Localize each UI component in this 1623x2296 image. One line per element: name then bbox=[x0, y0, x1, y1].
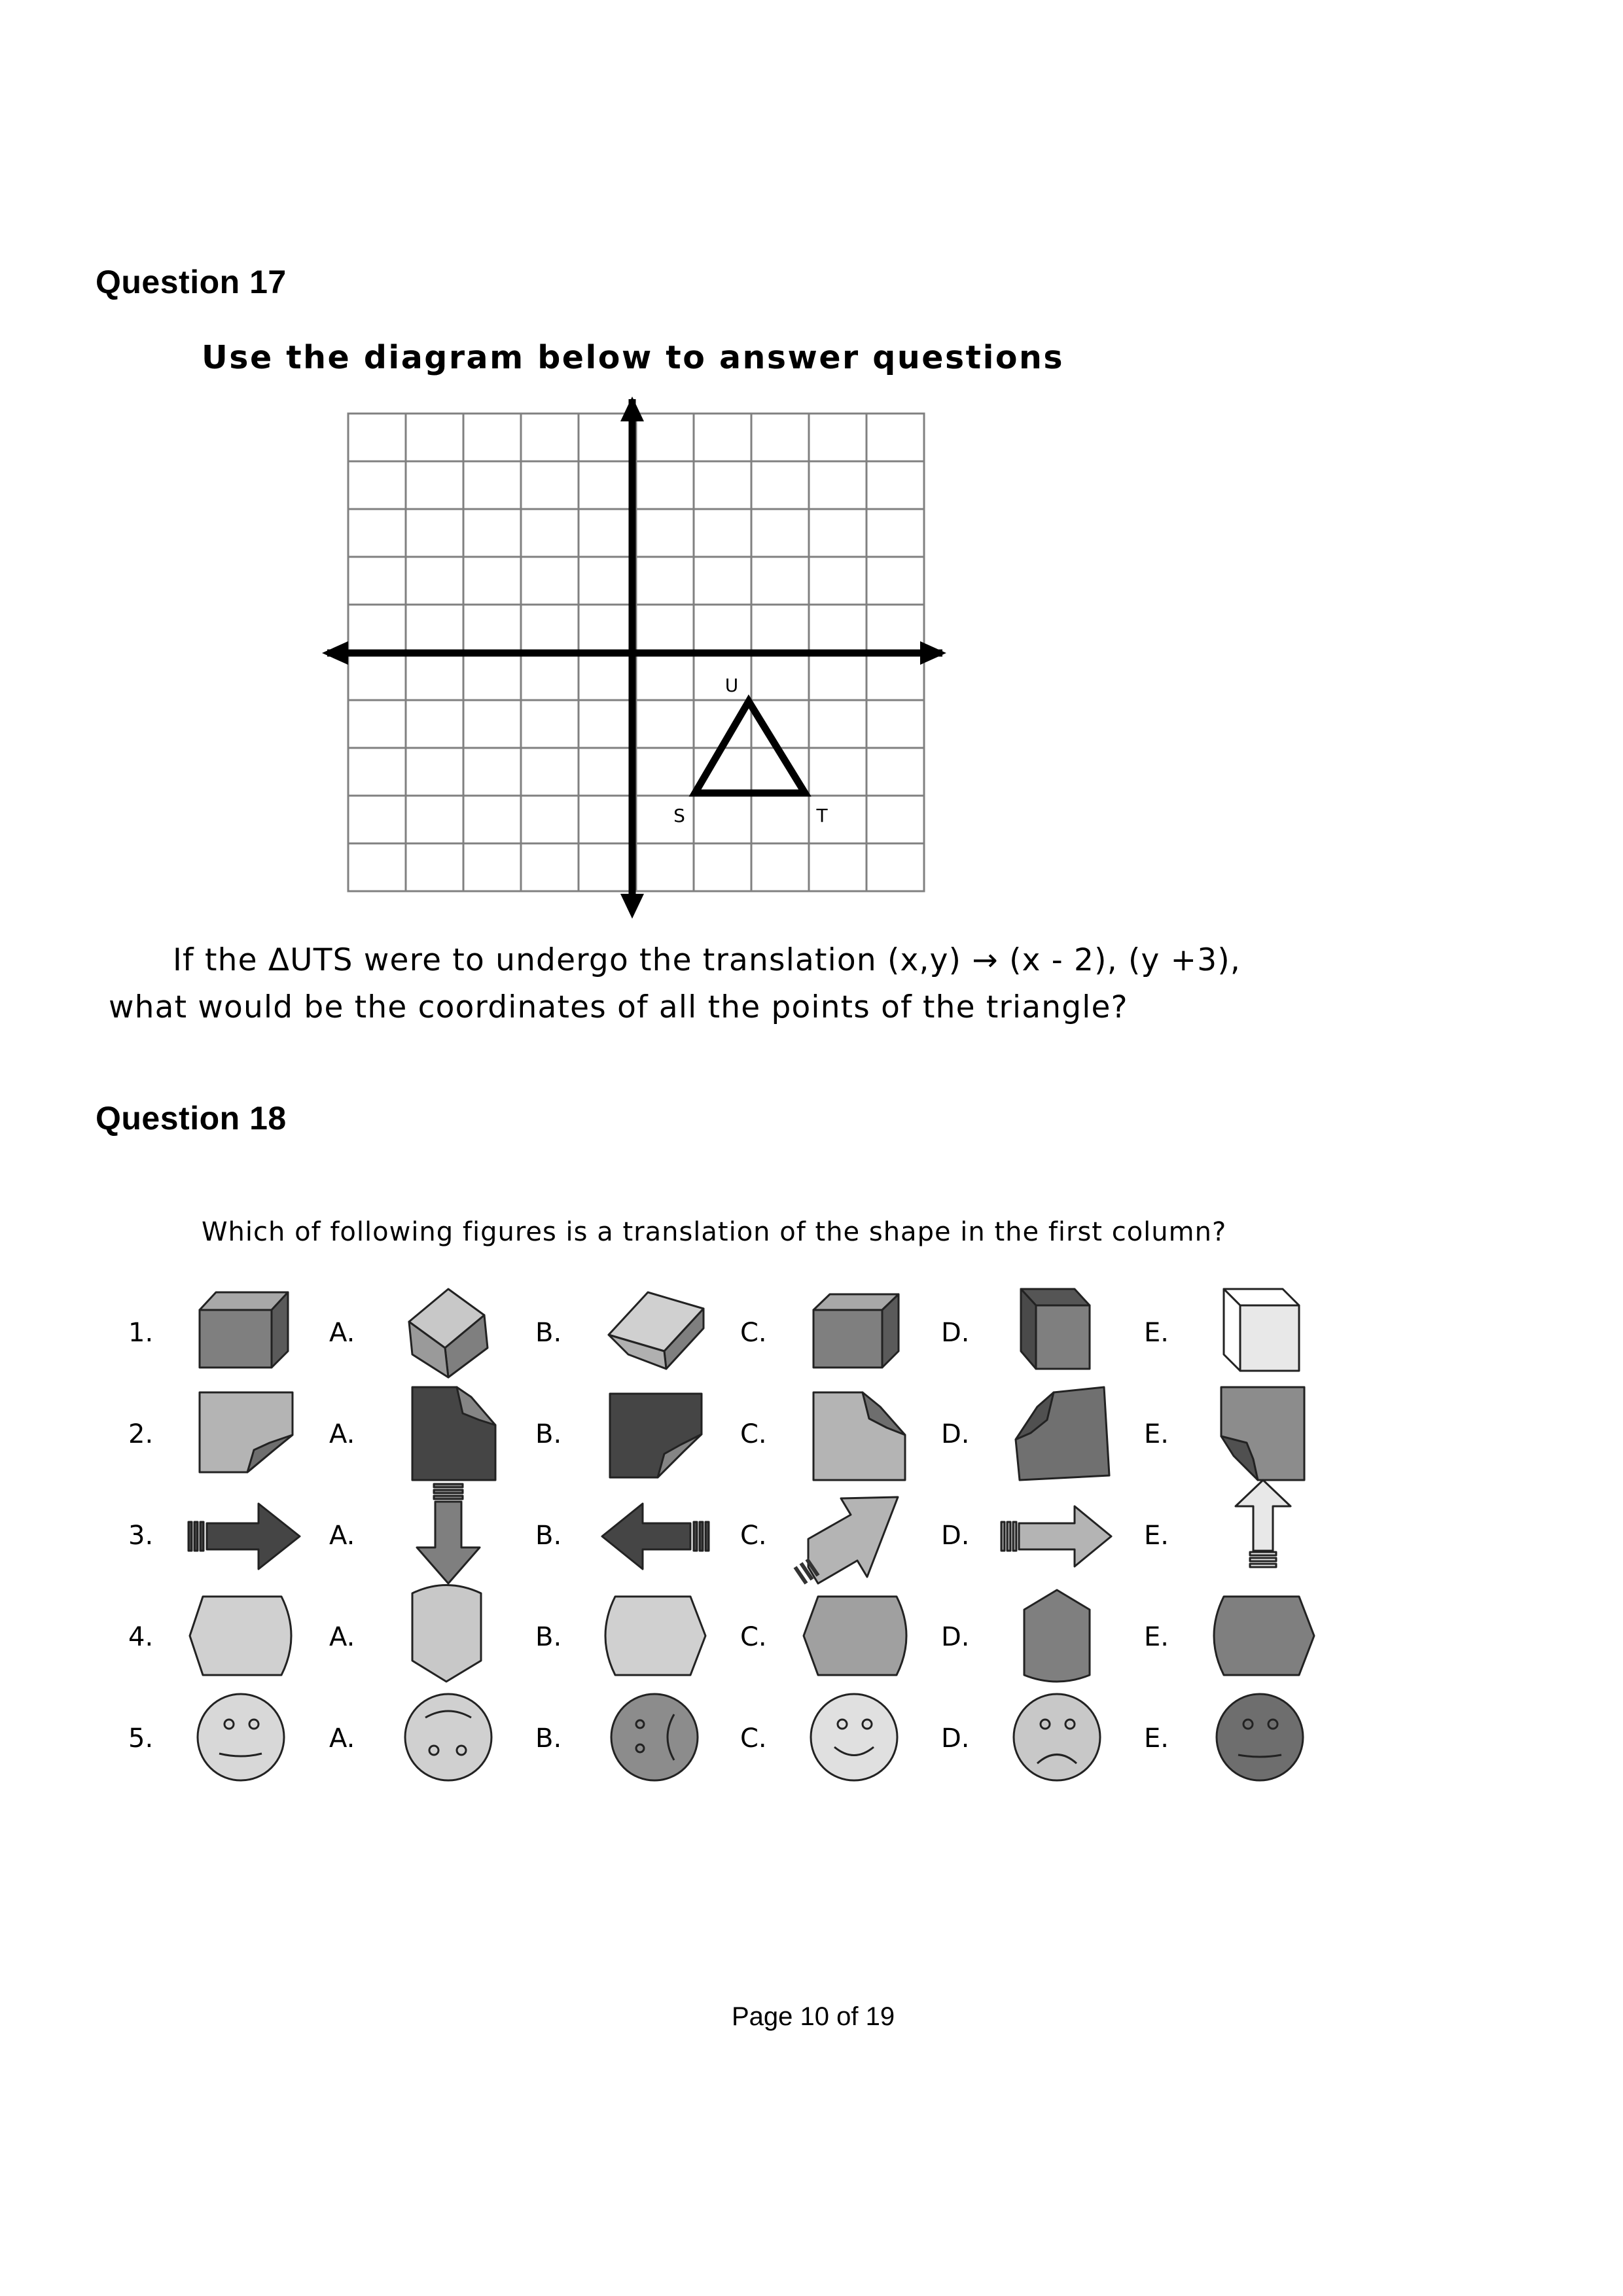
hexagon-option-d bbox=[1024, 1590, 1090, 1682]
face-option-d bbox=[1014, 1694, 1100, 1780]
arrow-option-c bbox=[795, 1497, 898, 1583]
page-original bbox=[200, 1392, 293, 1472]
hexagon-option-b bbox=[605, 1597, 705, 1675]
row-number-5: 5. bbox=[128, 1723, 154, 1754]
row-number-1: 1. bbox=[128, 1318, 154, 1348]
option-label-b: B. bbox=[535, 1723, 562, 1754]
option-label-c: C. bbox=[740, 1723, 767, 1754]
option-label-a: A. bbox=[329, 1419, 355, 1449]
option-label-c: C. bbox=[740, 1318, 767, 1348]
option-label-a: A. bbox=[329, 1521, 355, 1551]
row-number-3: 3. bbox=[128, 1521, 154, 1551]
option-label-b: B. bbox=[535, 1622, 562, 1652]
option-label-b: B. bbox=[535, 1318, 562, 1348]
option-label-d: D. bbox=[941, 1419, 970, 1449]
face-option-b bbox=[611, 1694, 698, 1780]
question-18-prompt: Which of following figures is a translation of the shape in the first column? bbox=[202, 1217, 1227, 1247]
option-label-e: E. bbox=[1144, 1318, 1169, 1348]
cube-option-e bbox=[1224, 1289, 1299, 1371]
option-label-c: C. bbox=[740, 1521, 767, 1551]
option-label-c: C. bbox=[740, 1419, 767, 1449]
hexagon-original bbox=[190, 1597, 291, 1675]
option-label-d: D. bbox=[941, 1622, 970, 1652]
face-option-a bbox=[405, 1694, 491, 1780]
option-label-e: E. bbox=[1144, 1622, 1169, 1652]
arrow-option-d bbox=[1001, 1506, 1111, 1566]
option-label-e: E. bbox=[1144, 1723, 1169, 1754]
option-label-e: E. bbox=[1144, 1521, 1169, 1551]
option-label-d: D. bbox=[941, 1723, 970, 1754]
cube-original bbox=[200, 1292, 288, 1368]
arrow-option-a bbox=[417, 1484, 480, 1583]
arrow-option-e bbox=[1236, 1480, 1291, 1567]
page-option-a bbox=[412, 1387, 495, 1480]
cube-option-d bbox=[1021, 1289, 1090, 1369]
option-label-e: E. bbox=[1144, 1419, 1169, 1449]
question-17-text-line2: what would be the coordinates of all the points of the triangle? bbox=[109, 989, 1128, 1025]
option-label-d: D. bbox=[941, 1318, 970, 1348]
diagram-title: Use the diagram below to answer questions bbox=[202, 339, 1065, 376]
option-label-a: A. bbox=[329, 1622, 355, 1652]
page-option-b bbox=[610, 1394, 702, 1477]
face-original bbox=[198, 1694, 284, 1780]
face-option-e bbox=[1217, 1694, 1303, 1780]
cube-option-b bbox=[609, 1292, 704, 1369]
hexagon-option-c bbox=[804, 1597, 906, 1675]
cube-option-c bbox=[813, 1294, 899, 1368]
face-option-c bbox=[811, 1694, 897, 1780]
page-option-d bbox=[1016, 1387, 1109, 1480]
option-label-b: B. bbox=[535, 1419, 562, 1449]
label-u: U bbox=[724, 675, 739, 696]
option-label-d: D. bbox=[941, 1521, 970, 1551]
option-label-c: C. bbox=[740, 1622, 767, 1652]
cube-option-a bbox=[409, 1289, 488, 1377]
row-number-4: 4. bbox=[128, 1622, 154, 1652]
option-label-a: A. bbox=[329, 1723, 355, 1754]
row-number-2: 2. bbox=[128, 1419, 154, 1449]
hexagon-option-a bbox=[412, 1585, 481, 1682]
arrow-option-b bbox=[602, 1504, 709, 1569]
option-label-b: B. bbox=[535, 1521, 562, 1551]
option-label-a: A. bbox=[329, 1318, 355, 1348]
arrow-original bbox=[188, 1504, 300, 1569]
page-number: Page 10 of 19 bbox=[732, 2002, 895, 2031]
question-18-heading: Question 18 bbox=[96, 1100, 287, 1137]
label-s: S bbox=[673, 805, 685, 826]
axes bbox=[327, 399, 942, 910]
page-option-e bbox=[1221, 1387, 1304, 1480]
page-option-c bbox=[813, 1392, 905, 1480]
translation-shapes-grid bbox=[0, 1269, 1623, 1793]
coordinate-grid-diagram bbox=[321, 393, 949, 923]
question-17-text-line1: If the ΔUTS were to undergo the translation (x,y) → (x - 2), (y +3), bbox=[173, 942, 1241, 978]
hexagon-option-e bbox=[1214, 1597, 1314, 1675]
label-t: T bbox=[816, 805, 828, 826]
question-17-heading: Question 17 bbox=[96, 264, 287, 300]
